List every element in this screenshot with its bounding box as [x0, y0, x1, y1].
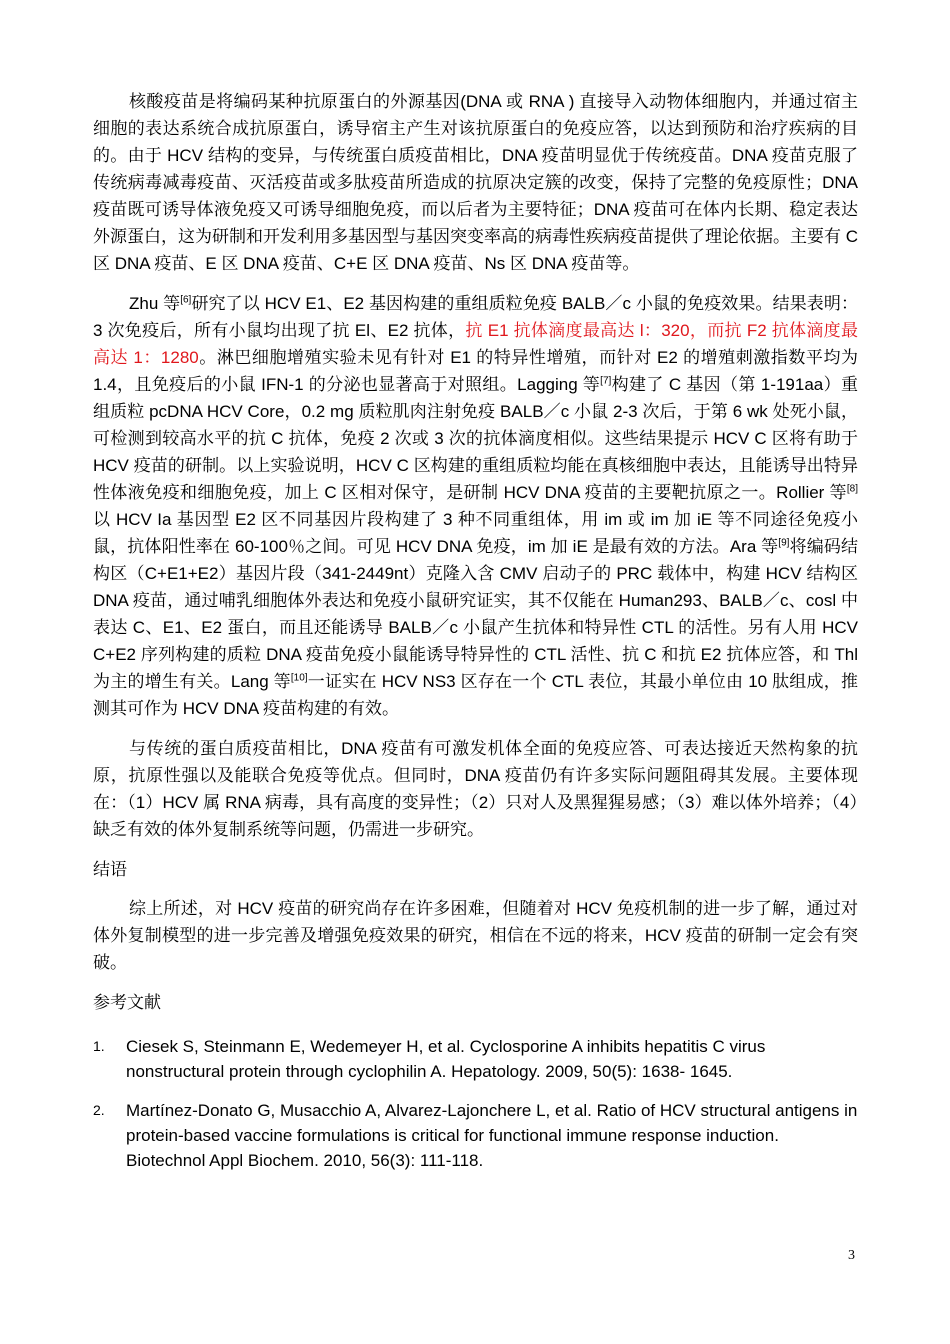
citation-6: [6] — [180, 294, 192, 306]
text-segment: 。淋巴细胞增殖实验未见有针对 E1 的特异性增殖，而针对 E2 的增殖刺激指数平均为 1.4，且免疫后的小鼠 IFN-1 的分泌也显著高于对照组。Lagging 等 — [93, 348, 858, 394]
citation-7: [7] — [600, 375, 612, 387]
reference-text: Ciesek S, Steinmann E, Wedemeyer H, et al. Cyclosporine A inhibits hepatitis C virus nonstructural protein through cyclophilin A. Hepatology. 2009, 50(5): 1638- 1645. — [126, 1037, 766, 1081]
citation-9: [9] — [778, 537, 790, 549]
paragraph-conclusion: 综上所述，对 HCV 疫苗的研究尚存在许多困难，但随着对 HCV 免疫机制的进一步了解，通过对体外复制模型的进一步完善及增强免疫效果的研究，相信在不远的将来，HCV 疫苗的研制一定会有突破。 — [93, 899, 858, 972]
heading-conclusion: 结语 — [93, 860, 127, 879]
reference-list — [93, 1034, 858, 1173]
reference-number: 1. — [93, 1038, 105, 1054]
reference-number: 2. — [93, 1102, 105, 1118]
text-segment: 将编码结构区（C+E1+E2）基因片段（341-2449nt）克隆入含 CMV 启动子的 PRC 载体中，构建 HCV 结构区 DNA 疫苗，通过哺乳细胞体外表达和免疫小鼠研究证实，其不仅能在 Human293、BALB／c、cosl 中表达 C、E1、E2 蛋白，而且还能诱导 BALB／c 小鼠产生抗体和特异性 CTL 的活性。另有人用 HCV C+E2 序列构建的质粒 DNA 疫苗免疫小鼠能诱导特异性的 CTL 活性、抗 C 和抗 E2 抗体应答，和 Thl 为主的增生有关。Lang 等 — [93, 537, 859, 691]
citation-10: [10] — [290, 672, 308, 684]
reference-item — [93, 1034, 858, 1084]
paragraph-dna-vaccine-studies — [93, 290, 858, 722]
page-body — [93, 88, 858, 1187]
text-segment: Zhu 等 — [129, 294, 181, 313]
text-segment: 研究了以 HCV E1、E2 基因构建的重组质粒免疫 BALB／c 小鼠的免疫效果。结果表明：3 次免疫后，所有小鼠均出现了抗 El、E2 抗体， — [93, 294, 858, 340]
text-segment: 一证实在 HCV NS3 区存在一个 CTL 表位，其最小单位由 10 肽组成，推测其可作为 HCV DNA 疫苗构建的有效。 — [93, 672, 859, 718]
citation-8: [8] — [846, 483, 858, 495]
page-number: 3 — [848, 1248, 855, 1263]
reference-item — [93, 1098, 858, 1173]
paragraph-dna-vaccine-intro: 核酸疫苗是将编码某种抗原蛋白的外源基因(DNA 或 RNA ) 直接导入动物体细胞内，并通过宿主细胞的表达系统合成抗原蛋白，诱导宿主产生对该抗原蛋白的免疫应答，以达到预防和治疗疾病的目的。由于 HCV 结构的变异，与传统蛋白质疫苗相比，DNA 疫苗明显优于传统疫苗。DNA 疫苗克服了传统病毒减毒疫苗、灭活疫苗或多肽疫苗所造成的抗原决定簇的改变，保持了完整的免疫原性；DNA 疫苗既可诱导体液免疫又可诱导细胞免疫，而以后者为主要特征；DNA 疫苗可在体内长期、稳定表达外源蛋白，这为研制和开发利用多基因型与基因突变率高的病毒性疾病疫苗提供了理论依据。主要有 C 区 DNA 疫苗、E 区 DNA 疫苗、C+E 区 DNA 疫苗、Ns 区 DNA 疫苗等。 — [93, 92, 858, 273]
reference-text: Martínez-Donato G, Musacchio A, Alvarez-Lajonchere L, et al. Ratio of HCV structural antigens in protein-based vaccine formulations is critical for functional immune response induction. Biotechnol Appl Biochem. 2010, 56(3): 111-118. — [126, 1101, 858, 1170]
heading-references: 参考文献 — [93, 993, 161, 1012]
text-segment: 构建了 C 基因（第 1-191aa）重组质粒 pcDNA HCV Core，0.2 mg 质粒肌肉注射免疫 BALB／c 小鼠 2-3 次后，于第 6 wk 处死小鼠，可检测到较高水平的抗 C 抗体，免疫 2 次或 3 次的抗体滴度相似。这些结果提示 HCV C 区将有助于 HCV 疫苗的研制。以上实验说明，HCV C 区构建的重组质粒均能在真核细胞中表达，且能诱导出特异性体液免疫和细胞免疫，加上 C 区相对保守，是研制 HCV DNA 疫苗的主要靶抗原之一。Rollier 等 — [93, 375, 858, 502]
highlighted-result: 抗 E1 抗体滴度最高达 l：320，而抗 F2 抗体滴度最高达 1：1280 — [93, 321, 858, 367]
paragraph-dna-vaccine-limitations: 与传统的蛋白质疫苗相比，DNA 疫苗有可激发机体全面的免疫应答、可表达接近天然构象的抗原，抗原性强以及能联合免疫等优点。但同时，DNA 疫苗仍有许多实际问题阻碍其发展。主要体现在：（1）HCV 属 RNA 病毒，具有高度的变异性；（2）只对人及黑猩猩易感；（3）难以体外培养；（4）缺乏有效的体外复制系统等问题，仍需进一步研究。 — [93, 739, 858, 839]
text-segment: 以 HCV Ia 基因型 E2 区不同基因片段构建了 3 种不同重组体，用 im 或 im 加 iE 等不同途径免疫小鼠，抗体阳性率在 60-100％之间。可见 HCV DNA 免疫，im 加 iE 是最有效的方法。Ara 等 — [93, 510, 858, 556]
